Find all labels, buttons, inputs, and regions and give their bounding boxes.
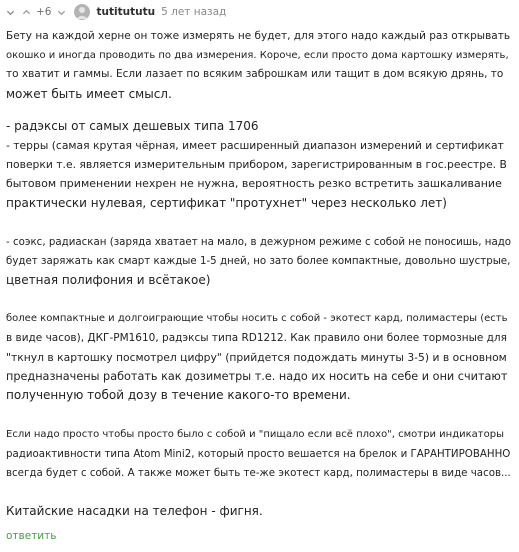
comment-line: может быть имеет смысл. bbox=[6, 86, 172, 101]
comment-line: цветная полифония и всётакое) bbox=[6, 273, 211, 288]
comment-paragraph bbox=[6, 425, 511, 483]
comment-line: Китайские насадки на телефон - фигня. bbox=[6, 504, 263, 519]
comment-line: будет заряжать как смарт каждые 1-5 дней, но зато более компактные, довольно шустрые, bbox=[6, 255, 511, 268]
comment-paragraph bbox=[6, 233, 511, 291]
comment-paragraph bbox=[6, 27, 511, 104]
comment-line: предназначены работать как дозиметры т.е. надо их носить на себе и они считают bbox=[6, 370, 508, 384]
comment-line: окошко и иногда проводить по два измерения. Короче, если просто дома картошку измерять, bbox=[6, 50, 509, 62]
comment-body bbox=[6, 27, 511, 521]
comment-line: более компактные и долгоиграющие чтобы носить с собой - экотест кард, полимастеры (есть bbox=[6, 313, 508, 325]
comment-paragraph bbox=[6, 502, 511, 521]
comment-line: в виде часов), ДКГ-РМ1610, радэксы типа RD1212. Как правило они более тормозные для bbox=[6, 331, 507, 344]
comment-username[interactable]: tutitututu bbox=[96, 6, 156, 18]
comment-line: - радэксы от самых дешевых типа 1706 bbox=[6, 118, 259, 133]
comment-line: - терры (самая крутая чёрная, имеет расширенный диапазон измерений и сертификат bbox=[6, 139, 504, 153]
comment-paragraph bbox=[6, 117, 511, 213]
comment-line: практически нулевая, сертификат "протухнет" через несколько лет) bbox=[6, 195, 447, 210]
user-avatar[interactable] bbox=[74, 4, 90, 20]
comment-line: то хватит и гаммы. Если лазает по всяким заброшкам или тащит в дом всякую дрянь, то bbox=[6, 68, 504, 81]
comment-line: - соэкс, радиаскан (заряда хватает на мало, в дежурном режиме с собой не поносишь, надо bbox=[6, 235, 512, 248]
comment-paragraph bbox=[6, 309, 511, 405]
comment-line: поверки т.е. является измерительным прибором, зарегистрированным в гос.реестре. В bbox=[6, 158, 507, 172]
comment-line: полученную тобой дозу в течение какого-то времени. bbox=[6, 388, 351, 403]
arrow-up-icon[interactable] bbox=[19, 5, 33, 19]
comment-line: Бету на каждой херне он тоже измерять не будет, для этого надо каждый раз открывать bbox=[6, 30, 511, 42]
comment-line: радиоактивности типа Atom Mini2, который просто вешается на брелок и ГАРАНТИРОВАННО bbox=[6, 447, 511, 460]
comment-line: "ткнул в картошку посмотрел цифру" (прийдется подождать минуты 3-5) и в основном bbox=[6, 350, 507, 364]
comment-line: бытовом применении нехрен не нужна, вероятность резко встретить зашкаливание bbox=[6, 177, 502, 191]
comment-time[interactable]: 5 лет назад bbox=[161, 6, 227, 18]
comment-line: Если надо просто чтобы просто было с собой и "пищало если всё плохо", смотри индикаторы bbox=[6, 429, 504, 441]
comment-line: всегда будет с собой. А также может быть те-же экотест кард, полимастеры в виде часов... bbox=[6, 466, 511, 479]
reply-link[interactable]: ответить bbox=[6, 530, 57, 542]
comment-header bbox=[0, 0, 519, 24]
chevron-down-icon[interactable] bbox=[2, 4, 18, 20]
arrow-down-icon[interactable] bbox=[54, 5, 68, 19]
comment-rating: +6 bbox=[36, 6, 52, 18]
